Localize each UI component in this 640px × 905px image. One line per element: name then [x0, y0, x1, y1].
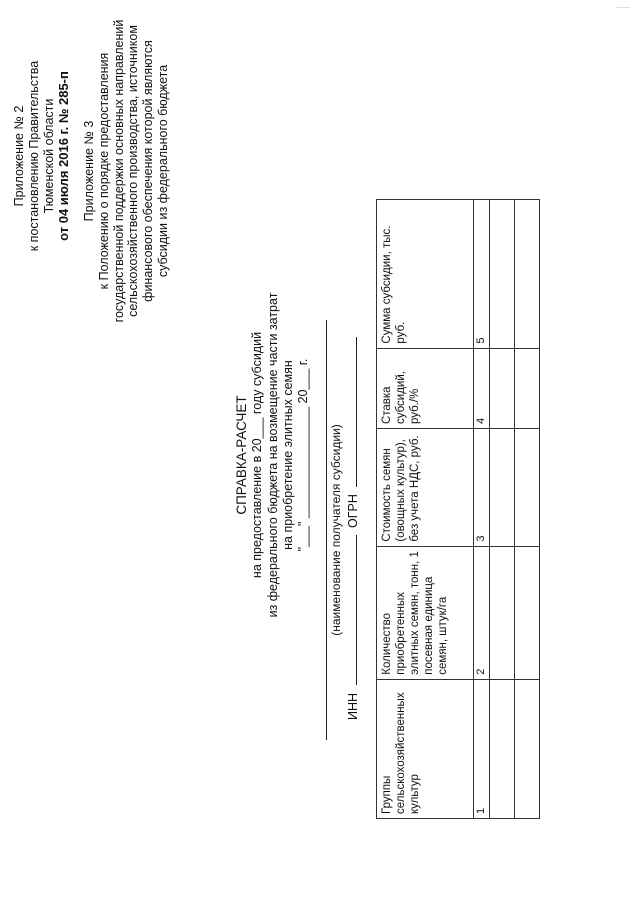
- appendix-2-header: [12, 6, 72, 306]
- header-seed-cost: Стоимость семян (овощных культур), без учета НДС, руб.: [377, 429, 474, 547]
- header-subsidy-rate: Ставка субсидий, руб./%: [377, 348, 474, 428]
- table-row: [490, 200, 515, 819]
- table-cell[interactable]: [490, 348, 515, 428]
- appendix-3-title: Приложение № 3: [82, 120, 96, 222]
- appendix-2-decree-date: от 04 июля 2016 г. № 285-п: [56, 71, 72, 241]
- header-seed-quantity: Количество приобретенных элитных семян, тонн, 1 посевная единица семян, штук/га: [377, 546, 474, 679]
- appendix-2-title: Приложение № 2: [12, 105, 26, 207]
- document-title-block: [234, 245, 311, 665]
- table-cell[interactable]: [515, 348, 540, 428]
- column-number: 3: [474, 429, 490, 547]
- recipient-name-field[interactable]: [318, 320, 343, 740]
- recipient-underline: [318, 320, 327, 740]
- table-cell[interactable]: [515, 200, 540, 349]
- table-cell[interactable]: [490, 429, 515, 547]
- title-line: на приобретение элитных семян: [280, 360, 295, 550]
- title-line: из федерального бюджета на возмещение части затрат: [265, 292, 280, 618]
- appendix-3-line: к Положению о порядке предоставления: [96, 52, 111, 290]
- table-cell[interactable]: [515, 546, 540, 679]
- title-line: на предоставление в 20___ году субсидий: [250, 331, 265, 579]
- appendix-2-line: к постановлению Правительства: [26, 60, 41, 252]
- appendix-3-header: [82, 6, 171, 336]
- column-number: 5: [474, 200, 490, 349]
- identifiers-row: [345, 333, 360, 720]
- document-title: СПРАВКА-РАСЧЕТ: [234, 395, 249, 515]
- column-number: 4: [474, 348, 490, 428]
- recipient-caption: (наименование получателя субсидии): [329, 424, 343, 636]
- header-subsidy-amount: Сумма субсидии, тыс. руб.: [377, 200, 474, 349]
- subsidy-calculation-table: [376, 199, 540, 819]
- table-cell[interactable]: [490, 546, 515, 679]
- appendix-2-line: Тюменской области: [41, 98, 56, 214]
- table-cell[interactable]: [490, 679, 515, 818]
- appendix-3-line: финансового обеспечения которой являются: [141, 40, 155, 302]
- column-number: 1: [474, 679, 490, 818]
- header-crop-groups: Группы сельскохозяйственных культур: [377, 679, 474, 818]
- ogrn-label: ОГРН: [346, 494, 360, 528]
- table-row: [515, 200, 540, 819]
- appendix-3-line: государственной поддержки основных направлений: [111, 19, 126, 323]
- column-number-row: [474, 200, 490, 819]
- ogrn-field[interactable]: [345, 337, 357, 487]
- inn-label: ИНН: [346, 692, 360, 720]
- inn-field[interactable]: [345, 535, 357, 685]
- table-cell[interactable]: [515, 429, 540, 547]
- date-field[interactable]: "___" ________________ 20___ г.: [296, 358, 311, 552]
- appendix-3-line: сельскохозяйственного производства, источником: [126, 25, 141, 317]
- table-header-row: [377, 200, 474, 819]
- column-number: 2: [474, 546, 490, 679]
- table-cell[interactable]: [490, 200, 515, 349]
- table-cell[interactable]: [515, 679, 540, 818]
- page-corner-mark: ____: [616, 2, 630, 8]
- appendix-3-line: субсидии из федерального бюджета: [155, 64, 170, 278]
